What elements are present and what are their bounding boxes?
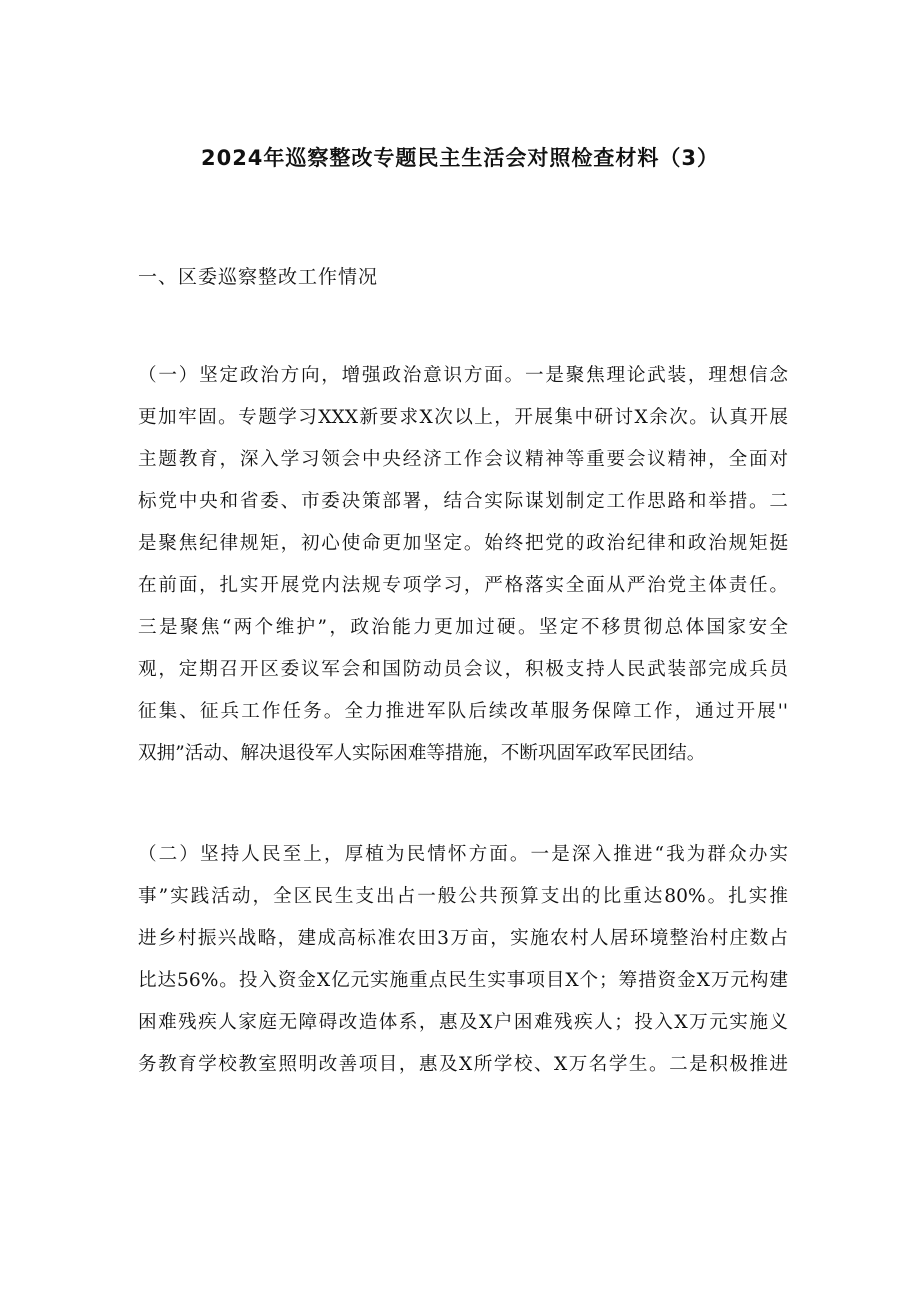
paragraph-line: （二）坚持人民至上，厚植为民情怀方面。一是深入推进“我为群众办实 <box>138 844 788 865</box>
paragraph-line: 标党中央和省委、市委决策部署，结合实际谋划制定工作思路和举措。二 <box>138 491 788 512</box>
paragraph-line: 三是聚焦“两个维护”，政治能力更加过硬。坚定不移贯彻总体国家安全 <box>138 617 788 638</box>
paragraph-line: 是聚焦纪律规矩，初心使命更加坚定。始终把党的政治纪律和政治规矩挺 <box>138 533 788 554</box>
paragraph-line: 比达56%。投入资金X亿元实施重点民生实事项目X个；筹措资金X万元构建 <box>138 970 788 991</box>
section-heading: 一、区委巡察整改工作情况 <box>138 266 379 288</box>
paragraph-line: 主题教育，深入学习领会中央经济工作会议精神等重要会议精神，全面对 <box>138 449 788 470</box>
paragraph-line: 观，定期召开区委议军会和国防动员会议，积极支持人民武装部完成兵员 <box>138 659 788 680</box>
paragraph-line: 在前面，扎实开展党内法规专项学习，严格落实全面从严治党主体责任。 <box>138 575 788 596</box>
document-title: 2024年巡察整改专题民主生活会对照检查材料（3） <box>200 146 720 170</box>
paragraph-line: 进乡村振兴战略，建成高标准农田3万亩，实施农村人居环境整治村庄数占 <box>138 928 788 949</box>
paragraph-line: 困难残疾人家庭无障碍改造体系，惠及X户困难残疾人；投入X万元实施义 <box>138 1012 788 1033</box>
paragraph-line: 双拥”活动、解决退役军人实际困难等措施，不断巩固军政军民团结。 <box>138 743 706 764</box>
paragraph-1 <box>138 355 788 775</box>
paragraph-line: （一）坚定政治方向，增强政治意识方面。一是聚焦理论武装，理想信念 <box>138 365 788 386</box>
paragraph-line: 事”实践活动，全区民生支出占一般公共预算支出的比重达80%。扎实推 <box>138 886 788 907</box>
paragraph-line: 更加牢固。专题学习XXX新要求X次以上，开展集中研讨X余次。认真开展 <box>138 407 788 428</box>
paragraph-line: 征集、征兵工作任务。全力推进军队后续改革服务保障工作，通过开展'' <box>138 701 788 722</box>
paragraph-line: 务教育学校教室照明改善项目，惠及X所学校、X万名学生。二是积极推进 <box>138 1054 788 1075</box>
paragraph-2 <box>138 834 788 1086</box>
